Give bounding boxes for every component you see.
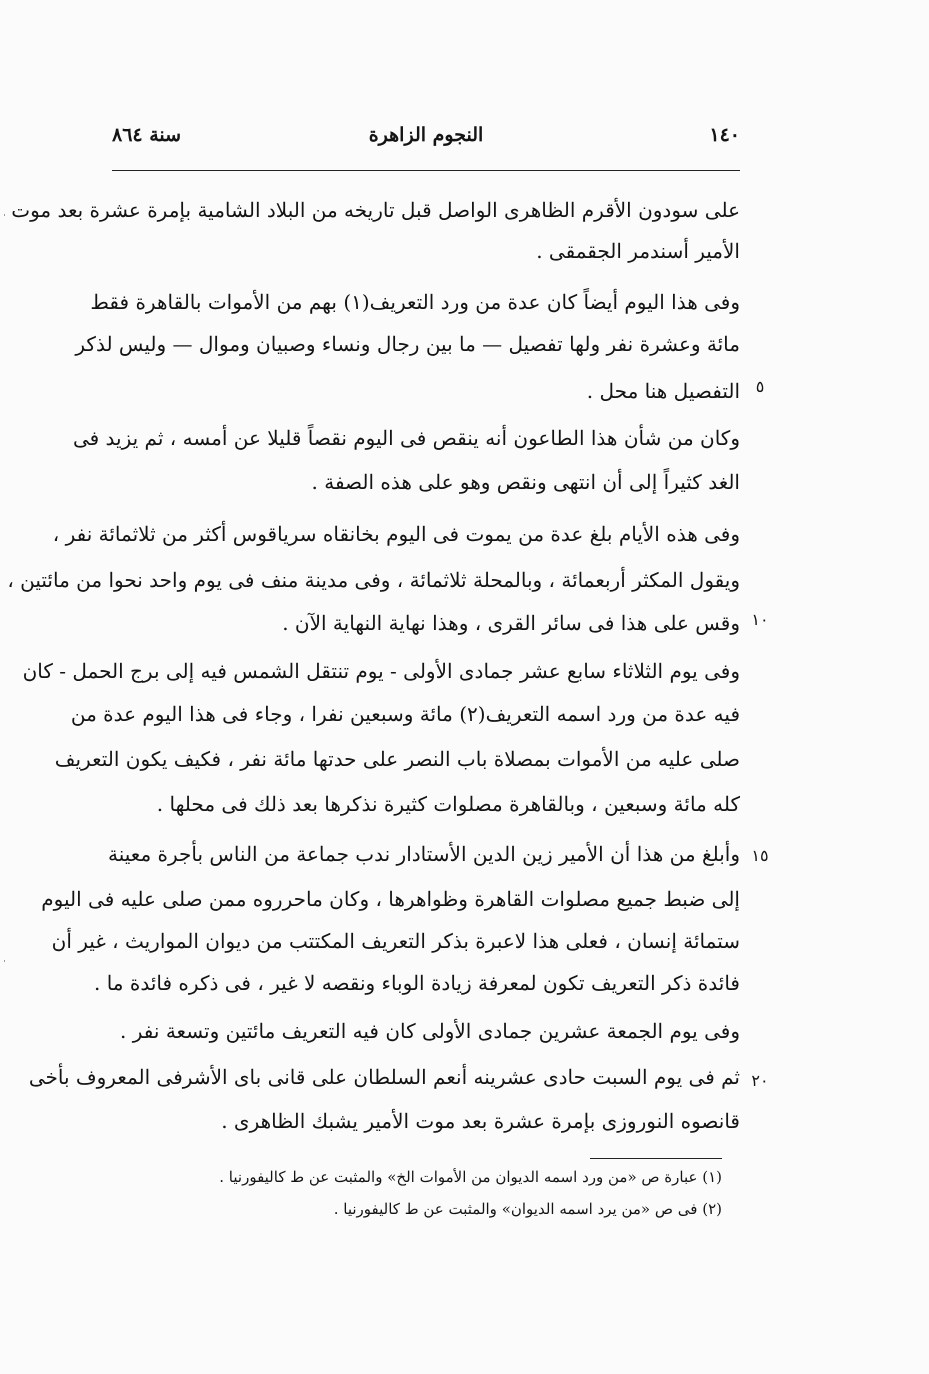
page-number: ١٤٠ [709, 124, 740, 146]
page-header [112, 124, 740, 158]
header-rule [112, 170, 740, 171]
text-line: كله مائة وسبعين ، وبالقاهرة مصلوات كثيرة نذكرها بعد ذلك فى محلها . [156, 792, 740, 816]
text-line: مائة وعشرة نفر ولها تفصيل — ما بين رجال ونساء وصبيان وموال — وليس لذكر [75, 332, 740, 356]
main-text [7, 193, 740, 1153]
year-label: سنة ٨٦٤ [112, 124, 182, 146]
text-line: وفى هذا اليوم أيضاً كان عدة من ورد التعريف(١) بهم من الأموات بالقاهرة فقط [90, 290, 740, 314]
text-line: الغد كثيراً إلى أن انتهى ونقص وهو على هذه الصفة . [311, 470, 740, 494]
text-line: وفى يوم الجمعة عشرين جمادى الأولى كان فيه التعريف مائتين وتسعة نفر . [120, 1019, 740, 1043]
text-line: على سودون الأقرم الظاهرى الواصل قبل تاريخه من البلاد الشامية بإمرة عشرة بعد موت [11, 198, 740, 222]
footnote-rule [590, 1158, 722, 1159]
text-line: وقس على هذا فى سائر القرى ، وهذا نهاية النهاية الآن . [282, 611, 740, 635]
line-number: ٢٠ [751, 1071, 769, 1090]
text-line: الأمير أسندمر الجقمقى . [536, 239, 740, 263]
text-line: وفى يوم الثلاثاء سابع عشر جمادى الأولى - يوم تنتقل الشمس فيه إلى برج الحمل - كان [22, 659, 740, 683]
text-line: وفى هذه الأيام بلغ عدة من يموت فى اليوم بخانقاه سرياقوس أكثر من ثلاثمائة نفر ، [52, 522, 740, 546]
scan-edge-mark [4, 214, 5, 216]
text-line: فيه عدة من ورد اسمه التعريف(٢) مائة وسبعين نفرا ، وجاء فى هذا اليوم عدة من [70, 702, 740, 726]
text-line: ثم فى يوم السبت حادى عشرينه أنعم السلطان على قانى باى الأشرفى المعروف بأخى [28, 1065, 740, 1089]
text-line: قانصوه النوروزى بإمرة عشرة بعد موت الأمير يشبك الظاهرى . [221, 1109, 740, 1133]
line-number: ٥ [755, 377, 765, 396]
running-title: النجوم الزاهرة [368, 124, 484, 146]
text-line: ستمائة إنسان ، فعلى هذا لاعبرة بذكر التعريف المكتتب من ديوان المواريث ، غير أن [51, 929, 740, 953]
text-line: التفصيل هنا محل . [586, 379, 740, 403]
text-line: إلى ضبط جميع مصلوات القاهرة وظواهرها ، وكان ماحرروه ممن صلى عليه فى اليوم [41, 887, 740, 911]
text-line: ويقول المكثر أربعمائة ، وبالمحلة ثلاثمائة ، وفى مدينة منف فى يوم واحد نحوا من مائتين ، [7, 568, 740, 592]
line-number: ١٠ [751, 610, 769, 629]
text-line: فائدة ذكر التعريف تكون لمعرفة زيادة الوباء ونقصه لا غير ، فى ذكره فائدة ما . [94, 971, 740, 995]
line-number: ١٥ [751, 846, 769, 865]
footnote-1: (١) عبارة ص «من ورد اسمه الديوان من الأموات الخ» والمثبت عن ط كاليفورنيا . [219, 1168, 722, 1186]
text-line: وأبلغ من هذا أن الأمير زين الدين الأستادار ندب جماعة من الناس بأجرة معينة [108, 842, 740, 866]
text-line: وكان من شأن هذا الطاعون أنه ينقص فى اليوم نقصاً قليلا عن أمسه ، ثم يزيد فى [72, 426, 740, 450]
scan-edge-mark [4, 960, 5, 962]
footnote-2: (٢) فى ص «من يرد اسمه الديوان» والمثبت عن ط كاليفورنيا . [333, 1200, 722, 1218]
text-line: صلى عليه من الأموات بمصلاة باب النصر على حدتها مائة نفر ، فكيف يكون التعريف [54, 747, 740, 771]
